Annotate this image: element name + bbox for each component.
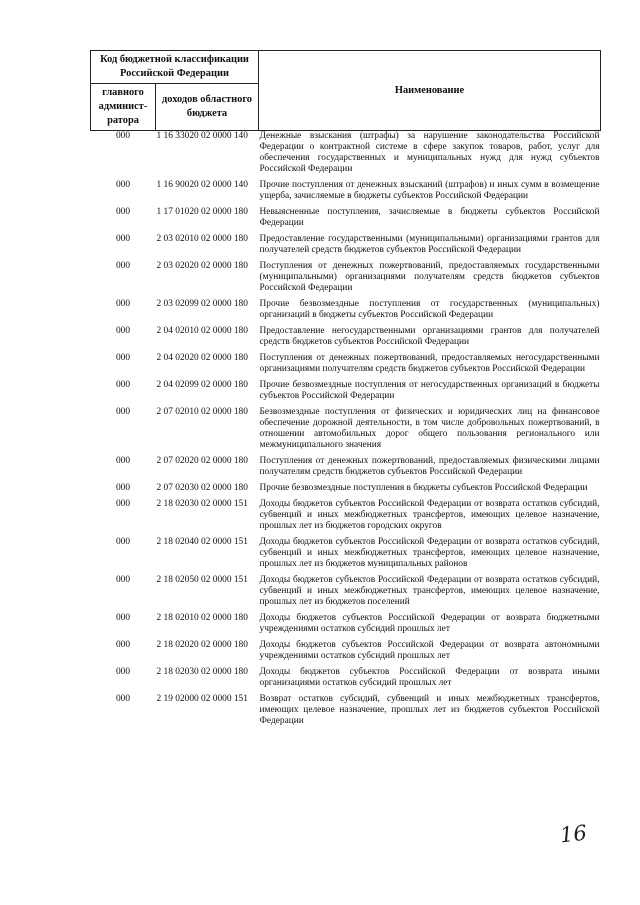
admin-code-cell: 000: [115, 694, 131, 704]
income-code-cell: 2 18 02030 02 0000 180: [156, 667, 248, 677]
table-row: [91, 499, 601, 537]
header-name: Наименование: [259, 51, 601, 131]
income-name-cell: Доходы бюджетов субъектов Российской Федерации от возврата остатков субсидий, субвенций и иных межбюджетных трансфертов, имеющих целевое назначение, прошлых лет из бюджетов поселений: [259, 575, 600, 607]
admin-code-cell: 000: [115, 613, 131, 623]
income-code-cell: 2 18 02020 02 0000 180: [156, 640, 248, 650]
table-row: [91, 131, 601, 181]
header-chief-administrator: главного админист-ратора: [91, 84, 156, 131]
income-name-cell: Безвозмездные поступления от физических и юридических лиц на финансовое обеспечение дорожной деятельности, в том числе добровольных пожертвований, в отношении автомобильных дорог общего пользования регионального или межмуниципального значения: [259, 407, 600, 450]
admin-code-cell: 000: [115, 380, 131, 390]
income-code-cell: 2 18 02040 02 0000 151: [156, 537, 248, 547]
admin-code-cell: 000: [115, 640, 131, 650]
admin-code-cell: 000: [115, 499, 131, 509]
income-code-cell: 1 16 90020 02 0000 140: [156, 180, 248, 190]
income-name-cell: Поступления от денежных пожертвований, предоставляемых негосударственными организациями получателям средств бюджетов субъектов Российской Федерации: [259, 353, 600, 374]
table-row: [91, 640, 601, 667]
table-row: [91, 694, 601, 732]
admin-code-cell: 000: [115, 575, 131, 585]
admin-code-cell: 000: [115, 180, 131, 190]
income-code-cell: 2 07 02030 02 0000 180: [156, 483, 248, 493]
table-row: [91, 380, 601, 407]
admin-code-cell: 000: [115, 537, 131, 547]
admin-code-cell: 000: [115, 299, 131, 309]
income-code-cell: 2 18 02050 02 0000 151: [156, 575, 248, 585]
table-row: [91, 575, 601, 613]
admin-code-cell: 000: [115, 207, 131, 217]
income-code-cell: 1 17 01020 02 0000 180: [156, 207, 248, 217]
income-code-cell: 2 04 02020 02 0000 180: [156, 353, 248, 363]
table-row: [91, 353, 601, 380]
income-name-cell: Доходы бюджетов субъектов Российской Федерации от возврата остатков субсидий, субвенций и иных межбюджетных трансфертов, имеющих целевое назначение, прошлых лет из бюджетов муниципальных районов: [259, 537, 600, 569]
admin-code-cell: 000: [115, 667, 131, 677]
income-name-cell: Денежные взыскания (штрафы) за нарушение законодательства Российской Федерации о контрактной системе в сфере закупок товаров, работ, услуг для обеспечения государственных и муниципальных нужд для нужд субъектов Российской Федерации: [259, 131, 600, 174]
income-name-cell: Поступления от денежных пожертвований, предоставляемых государственными (муниципальными) организациями получателям средств бюджетов субъектов Российской Федерации: [259, 261, 600, 293]
admin-code-cell: 000: [115, 407, 131, 417]
income-name-cell: Доходы бюджетов субъектов Российской Федерации от возврата остатков субсидий, субвенций и иных межбюджетных трансфертов, имеющих целевое назначение, прошлых лет из бюджетов городских округов: [259, 499, 600, 531]
income-name-cell: Возврат остатков субсидий, субвенций и иных межбюджетных трансфертов, имеющих целевое назначение, прошлых лет из бюджетов субъектов Российской Федерации: [259, 694, 600, 726]
header-regional-budget-income: доходов областного бюджета: [156, 84, 259, 131]
income-code-cell: 2 04 02010 02 0000 180: [156, 326, 248, 336]
income-name-cell: Прочие безвозмездные поступления от государственных (муниципальных) организаций в бюджеты субъектов Российской Федерации: [259, 299, 600, 320]
admin-code-cell: 000: [115, 261, 131, 271]
admin-code-cell: 000: [115, 483, 131, 493]
table-row: [91, 667, 601, 694]
income-name-cell: Предоставление государственными (муниципальными) организациями грантов для получателей средств бюджетов субъектов Российской Федерации: [259, 234, 600, 255]
income-name-cell: Доходы бюджетов субъектов Российской Федерации от возврата бюджетными учреждениями остатков субсидий прошлых лет: [259, 613, 600, 634]
income-code-cell: 2 03 02020 02 0000 180: [156, 261, 248, 271]
admin-code-cell: 000: [115, 353, 131, 363]
table-row: [91, 261, 601, 299]
income-name-cell: Невыясненные поступления, зачисляемые в бюджеты субъектов Российской Федерации: [259, 207, 600, 228]
income-name-cell: Прочие безвозмездные поступления от негосударственных организаций в бюджеты субъектов Российской Федерации: [259, 380, 600, 401]
admin-code-cell: 000: [115, 131, 131, 141]
income-name-cell: Предоставление негосударственными организациями грантов для получателей средств бюджетов субъектов Российской Федерации: [259, 326, 600, 347]
admin-code-cell: 000: [115, 456, 131, 466]
income-code-cell: 2 19 02000 02 0000 151: [156, 694, 248, 704]
table-row: [91, 456, 601, 483]
table-row: [91, 613, 601, 640]
table-row: [91, 326, 601, 353]
income-name-cell: Поступления от денежных пожертвований, предоставляемых физическими лицами получателям средств бюджетов субъектов Российской Федерации: [259, 456, 600, 477]
income-code-cell: 2 07 02020 02 0000 180: [156, 456, 248, 466]
income-name-cell: Доходы бюджетов субъектов Российской Федерации от возврата автономными учреждениями остатков субсидий прошлых лет: [259, 640, 600, 661]
income-code-cell: 2 03 02099 02 0000 180: [156, 299, 248, 309]
table-row: [91, 483, 601, 499]
budget-classification-table: [90, 50, 601, 732]
table-body: [91, 131, 601, 733]
table-row: [91, 180, 601, 207]
income-code-cell: 2 07 02010 02 0000 180: [156, 407, 248, 417]
table-row: [91, 407, 601, 456]
admin-code-cell: 000: [115, 234, 131, 244]
income-code-cell: 2 03 02010 02 0000 180: [156, 234, 248, 244]
income-name-cell: Доходы бюджетов субъектов Российской Федерации от возврата иными организациями остатков субсидий прошлых лет: [259, 667, 600, 688]
table-row: [91, 299, 601, 326]
income-code-cell: 2 04 02099 02 0000 180: [156, 380, 248, 390]
header-classification-group: Код бюджетной классификации Российской Федерации: [91, 51, 259, 84]
table-row: [91, 234, 601, 261]
income-name-cell: Прочие поступления от денежных взысканий (штрафов) и иных сумм в возмещение ущерба, зачисляемые в бюджеты субъектов Российской Федерации: [259, 180, 600, 201]
income-code-cell: 2 18 02030 02 0000 151: [156, 499, 248, 509]
income-name-cell: Прочие безвозмездные поступления в бюджеты субъектов Российской Федерации: [259, 483, 588, 493]
income-code-cell: 1 16 33020 02 0000 140: [156, 131, 248, 141]
page-number: 16: [558, 820, 588, 848]
table-header: [91, 51, 601, 131]
table-row: [91, 537, 601, 575]
income-code-cell: 2 18 02010 02 0000 180: [156, 613, 248, 623]
admin-code-cell: 000: [115, 326, 131, 336]
table-row: [91, 207, 601, 234]
